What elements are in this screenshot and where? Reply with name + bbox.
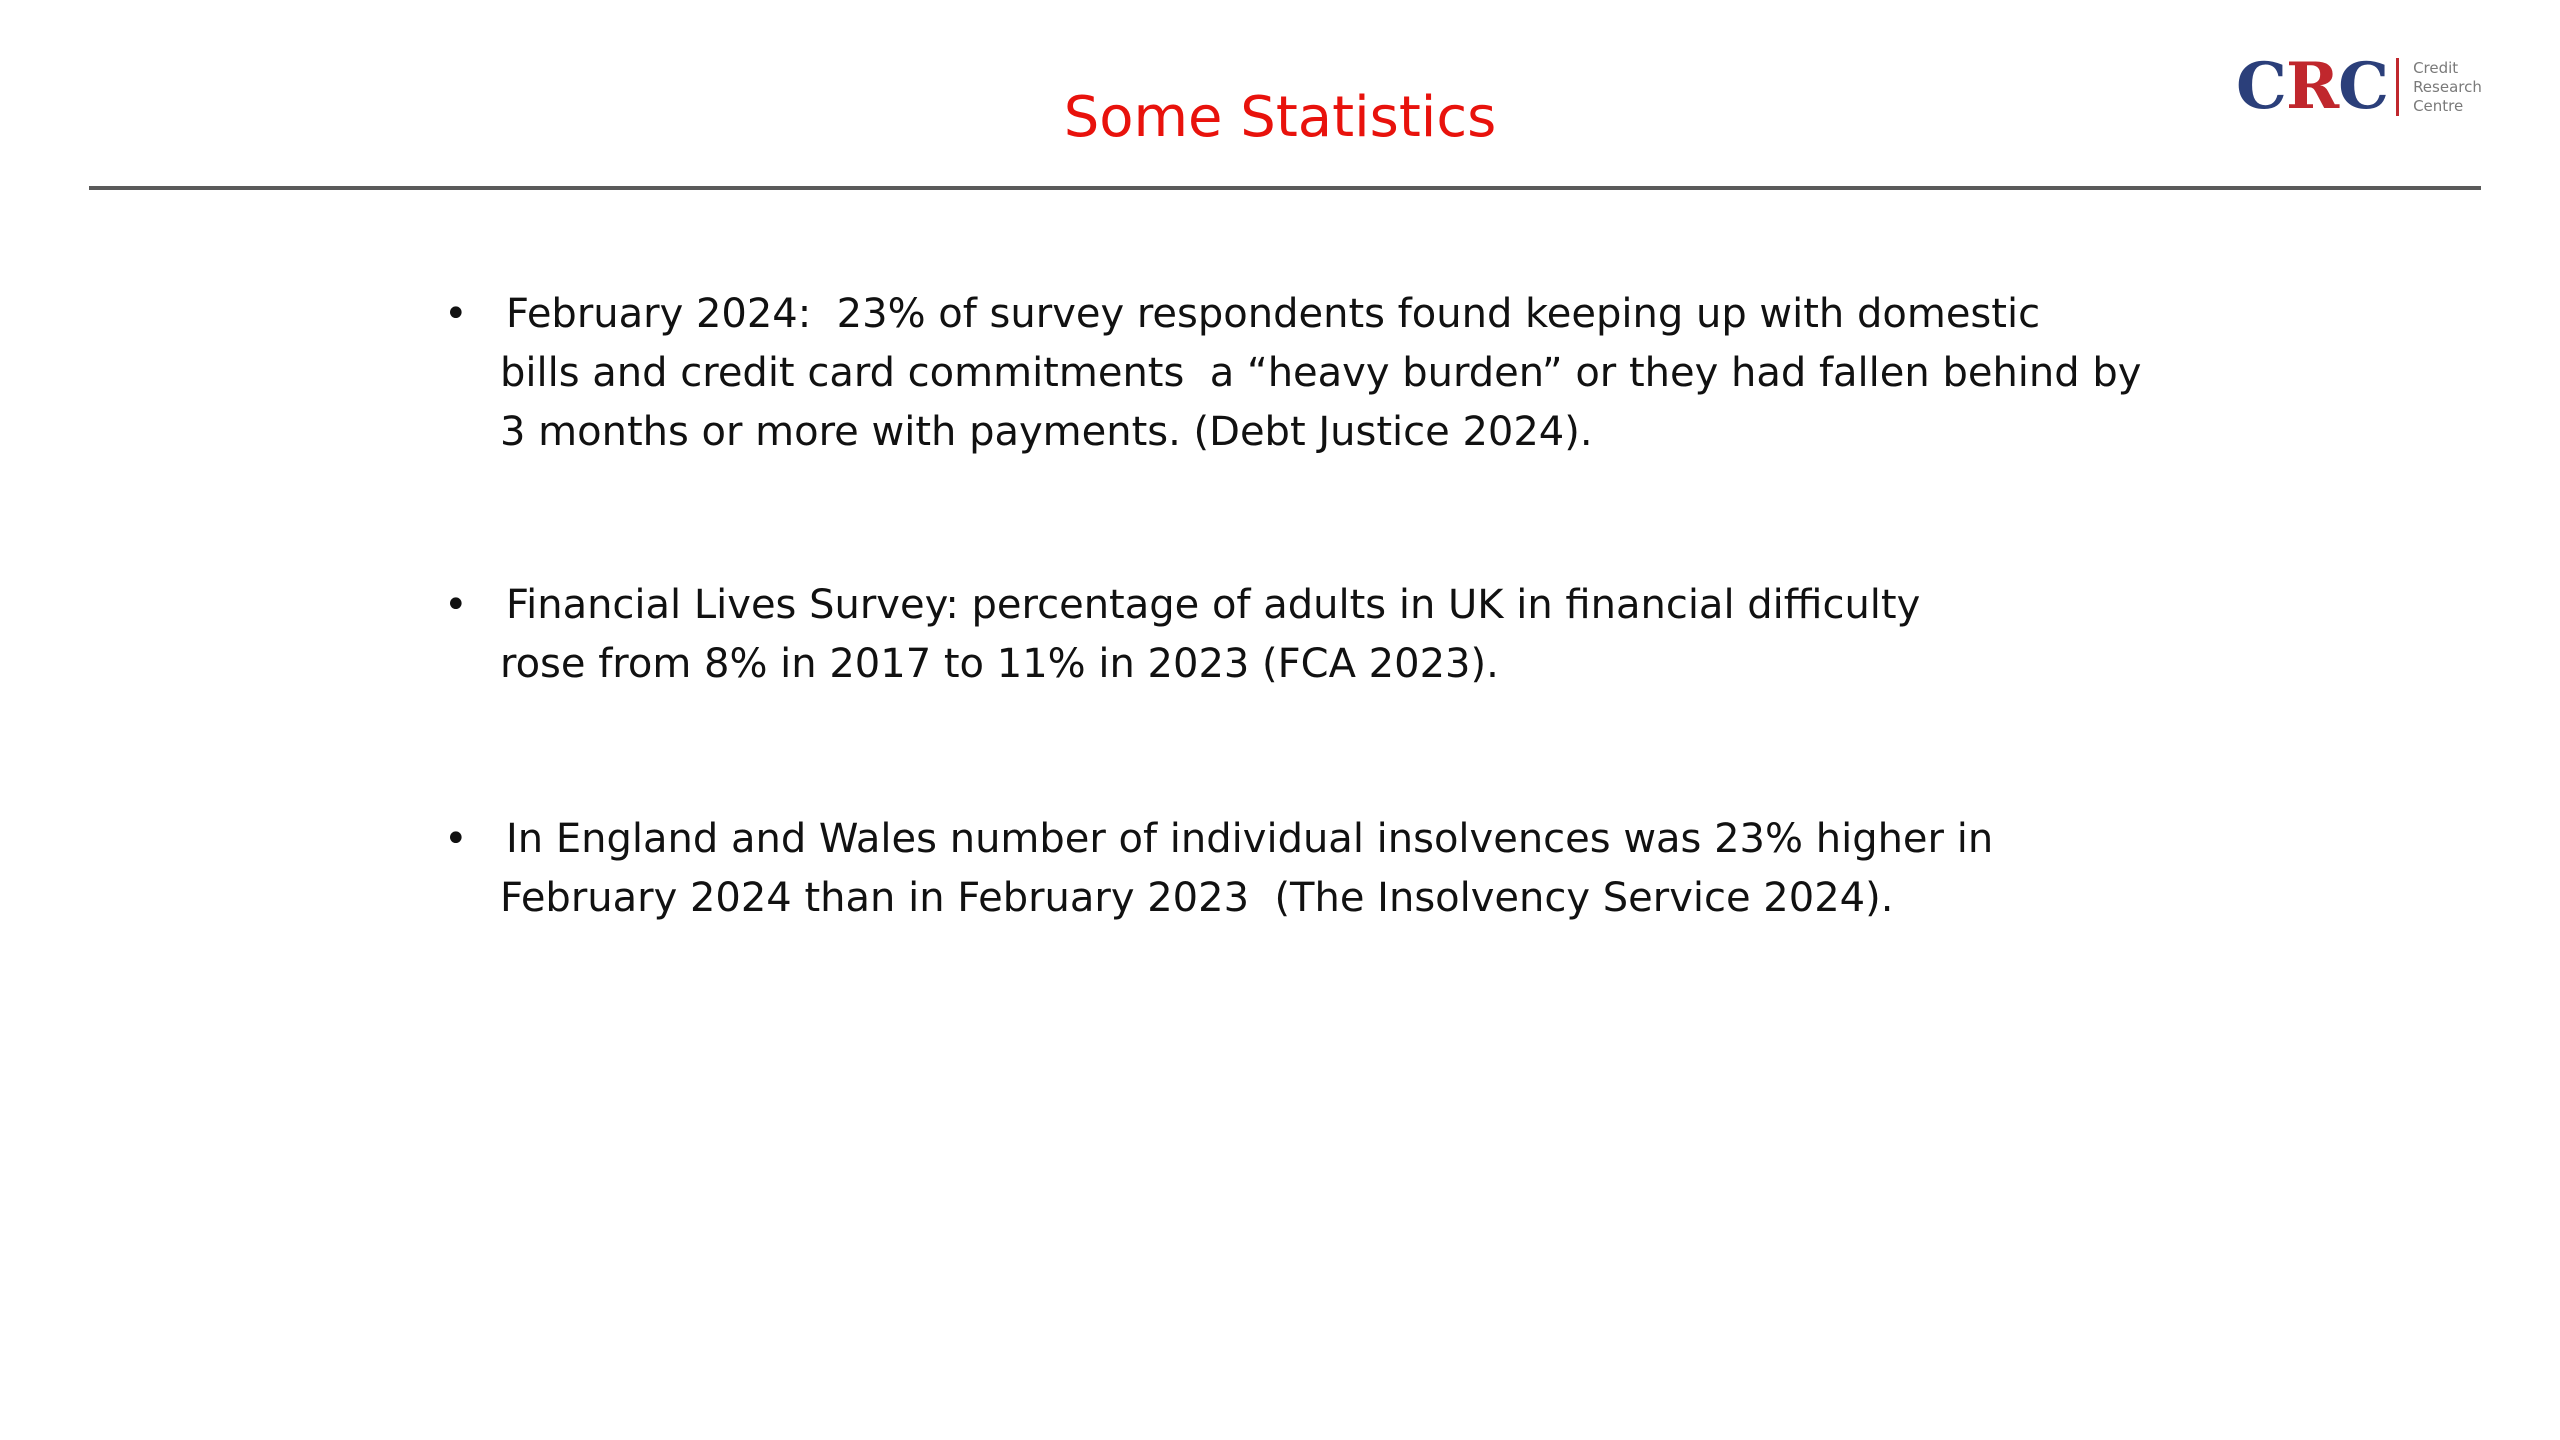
bullet-line: Financial Lives Survey: percentage of adults in UK in financial difficulty [506, 582, 1921, 628]
logo-letter-c: C [2236, 49, 2286, 124]
logo-letter-c-2: C [2338, 49, 2389, 124]
bullet-marker: • [444, 582, 468, 628]
logo-mark [2236, 49, 2389, 124]
logo-letter-r: R [2285, 49, 2339, 124]
bullet-item [440, 576, 1920, 694]
bullet-marker: • [444, 291, 468, 337]
logo-subtitle [2413, 59, 2482, 116]
crc-logo [2236, 49, 2482, 124]
bullet-marker: • [444, 816, 468, 862]
slide-title: Some Statistics [1063, 85, 1497, 150]
logo-divider [2396, 58, 2399, 116]
bullet-line: February 2024: 23% of survey respondents found keeping up with domestic [506, 291, 2041, 337]
bullet-line: rose from 8% in 2017 to 11% in 2023 (FCA 2023). [500, 641, 1499, 687]
bullet-line: 3 months or more with payments. (Debt Justice 2024). [500, 409, 1593, 455]
logo-sub-line: Credit [2413, 58, 2459, 77]
bullet-line: In England and Wales number of individual insolvences was 23% higher in [506, 816, 1994, 862]
bullet-line: bills and credit card commitments a “heavy burden” or they had fallen behind by [500, 350, 2142, 396]
bullet-item [440, 810, 1993, 928]
logo-sub-line: Research [2413, 77, 2482, 96]
title-divider [89, 186, 2481, 190]
logo-sub-line: Centre [2413, 96, 2464, 115]
bullet-line: February 2024 than in February 2023 (The Insolvency Service 2024). [500, 875, 1894, 921]
bullet-item [440, 285, 2141, 462]
